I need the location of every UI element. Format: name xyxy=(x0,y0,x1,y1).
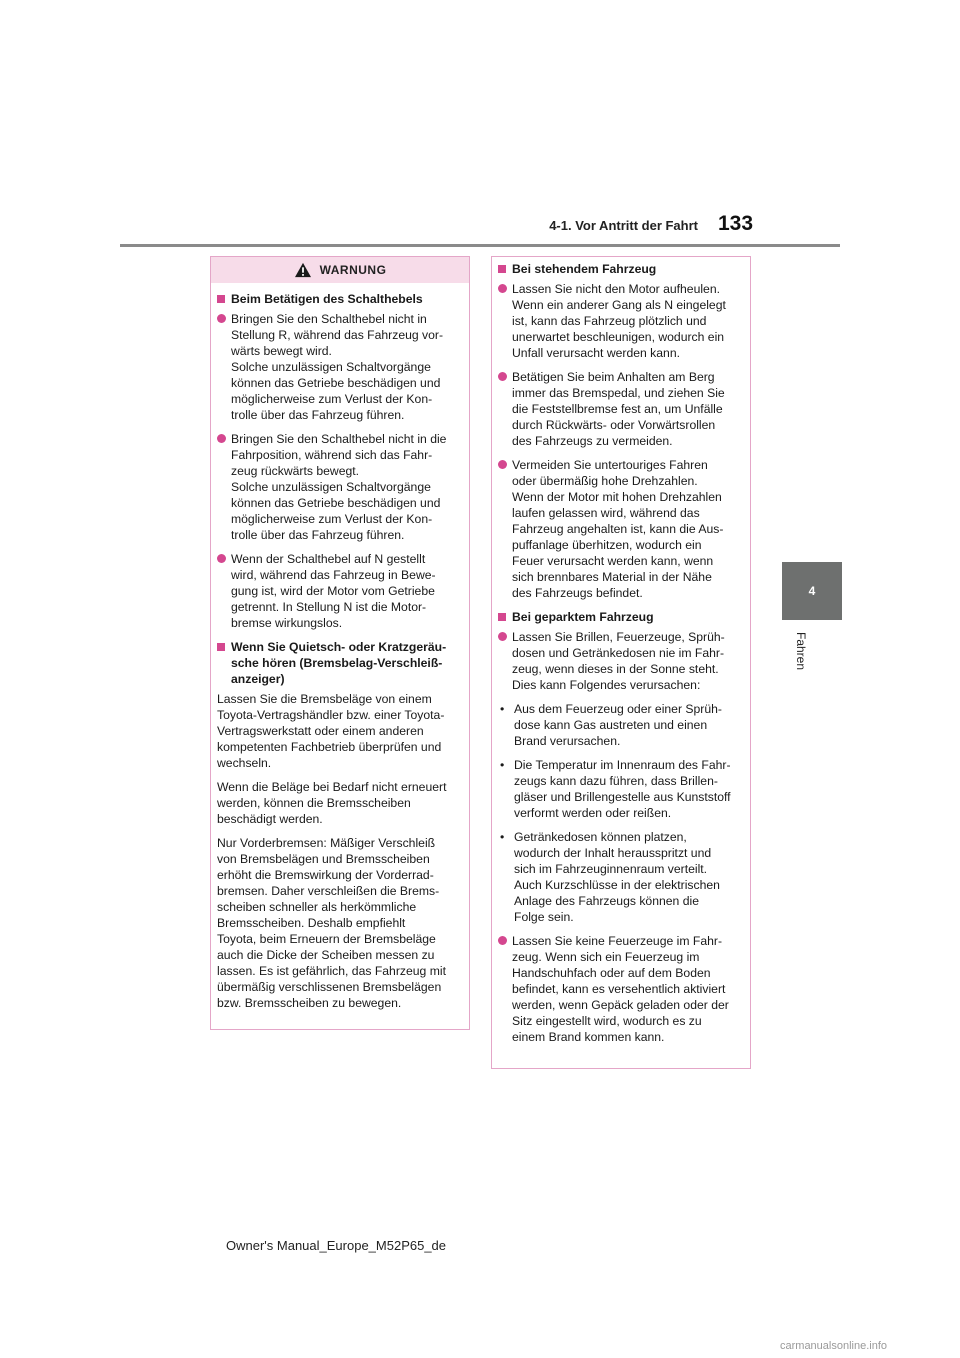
section-heading: Wenn Sie Quietsch- oder Kratzgeräu- sche hören (Bremsbelag-Verschleiß- anzeiger) xyxy=(217,639,463,687)
circle-bullet-icon xyxy=(498,936,507,945)
chapter-label: Fahren xyxy=(794,632,808,671)
warning-box-continued xyxy=(491,256,751,1069)
square-bullet-icon xyxy=(498,265,506,273)
list-item: Bringen Sie den Schalthebel nicht in die Fahrposition, während sich das Fahr- zeug rückwärts bewegt. Solche unzulässigen Schaltvorgänge können das Getriebe beschädigen und möglicherweise zum Verlust der Kon- trolle über das Fahrzeug führen. xyxy=(217,431,463,543)
circle-bullet-icon xyxy=(498,632,507,641)
list-item: Lassen Sie nicht den Motor aufheulen. Wenn ein anderer Gang als N eingelegt ist, kann das Fahrzeug plötzlich und unerwartet beschleunigen, wodurch ein Unfall verursacht werden kann. xyxy=(498,281,744,361)
list-item: Bringen Sie den Schalthebel nicht in Stellung R, während das Fahrzeug vor- wärts bewegt wird. Solche unzulässigen Schaltvorgänge können das Getriebe beschädigen und möglicherweise zum Verlust der Kon- trolle über das Fahrzeug führen. xyxy=(217,311,463,423)
list-item: Betätigen Sie beim Anhalten am Berg immer das Bremspedal, und ziehen Sie die Feststellbremse fest an, um Unfälle durch Rückwärts- oder Vorwärtsrollen des Fahrzeugs zu vermeiden. xyxy=(498,369,744,449)
list-item: Lassen Sie Brillen, Feuerzeuge, Sprüh- dosen und Getränkedosen nie im Fahr- zeug, wenn dieses in der Sonne steht. Dies kann Folgendes verursachen: xyxy=(498,629,744,693)
dot-bullet-icon: • xyxy=(500,830,505,844)
page-number: 133 xyxy=(718,212,754,235)
paragraph: Nur Vorderbremsen: Mäßiger Verschleiß von Bremsbelägen und Bremsscheiben erhöht die Bremswirkung der Vorderrad- bremsen. Daher verschleißen die Brems- scheiben schneller als herkömmliche Bremsscheiben. Deshalb empfiehlt Toyota, beim Erneuern der Bremsbeläge auch die Dicke der Scheiben messen zu lassen. Es ist gefährlich, das Fahrzeug mit übermäßig verschlissenen Bremsbelägen bzw. Bremsscheiben zu bewegen. xyxy=(217,836,446,1010)
sub-list-item: • Die Temperatur im Innenraum des Fahr- zeugs kann dazu führen, dass Brillen- gläser und Brillengestelle aus Kunststoff verformt werden oder reißen. xyxy=(500,758,731,820)
section-heading: Beim Betätigen des Schalthebels xyxy=(217,291,463,307)
circle-bullet-icon xyxy=(498,460,507,469)
paragraph: Wenn die Beläge bei Bedarf nicht erneuert werden, können die Bremsscheiben beschädigt werden. xyxy=(217,780,447,826)
header-divider xyxy=(120,244,840,247)
square-bullet-icon xyxy=(217,295,225,303)
circle-bullet-icon xyxy=(498,284,507,293)
list-item: Vermeiden Sie untertouriges Fahren oder übermäßig hohe Drehzahlen. Wenn der Motor mit hohen Drehzahlen laufen gelassen wird, während das Fahrzeug angehalten ist, kann die Aus- puffanlage überhitzen, wodurch ein Feuer verursacht werden kann, wenn sich brennbares Material in der Nähe des Fahrzeugs befindet. xyxy=(498,457,744,601)
warning-box xyxy=(210,256,470,1030)
warning-header xyxy=(211,257,469,283)
circle-bullet-icon xyxy=(217,554,226,563)
sub-list-item: • Aus dem Feuerzeug oder einer Sprüh- dose kann Gas austreten und einen Brand verursachen. xyxy=(500,702,722,748)
circle-bullet-icon xyxy=(498,372,507,381)
square-bullet-icon xyxy=(217,643,225,651)
dot-bullet-icon: • xyxy=(500,758,505,772)
list-item: Wenn der Schalthebel auf N gestellt wird, während das Fahrzeug in Bewe- gung ist, wird der Motor vom Getriebe getrennt. In Stellung N ist die Motor- bremse wirkungslos. xyxy=(217,551,463,631)
watermark[interactable]: carmanualsonline.info xyxy=(780,1340,888,1352)
section-heading: Bei stehendem Fahrzeug xyxy=(498,261,744,277)
square-bullet-icon xyxy=(498,613,506,621)
footer-text: Owner's Manual_Europe_M52P65_de xyxy=(226,1238,447,1253)
warning-label: WARNUNG xyxy=(319,263,387,277)
chapter-tab[interactable]: 4 xyxy=(782,562,842,620)
dot-bullet-icon: • xyxy=(500,702,505,716)
circle-bullet-icon xyxy=(217,434,226,443)
list-item: Lassen Sie keine Feuerzeuge im Fahr- zeug. Wenn sich ein Feuerzeug im Handschuhfach oder auf dem Boden befindet, kann es versehentlich aktiviert werden, wenn Gepäck geladen oder der Sitz eingestellt wird, wodurch es zu einem Brand kommen kann. xyxy=(498,933,744,1045)
section-title: 4-1. Vor Antritt der Fahrt xyxy=(549,218,698,233)
circle-bullet-icon xyxy=(217,314,226,323)
sub-list-item: • Getränkedosen können platzen, wodurch der Inhalt herausspritzt und sich im Fahrzeuginnenraum verteilt. Auch Kurzschlüsse in der elektrischen Anlage des Fahrzeugs können die Folge sein. xyxy=(500,830,720,924)
warning-triangle-icon xyxy=(294,262,312,278)
paragraph: Lassen Sie die Bremsbeläge von einem Toyota-Vertragshändler bzw. einer Toyota- Vertragswerkstatt oder einem anderen kompetenten Fachbetrieb überprüfen und wechseln. xyxy=(217,692,445,770)
section-heading: Bei geparktem Fahrzeug xyxy=(498,609,744,625)
